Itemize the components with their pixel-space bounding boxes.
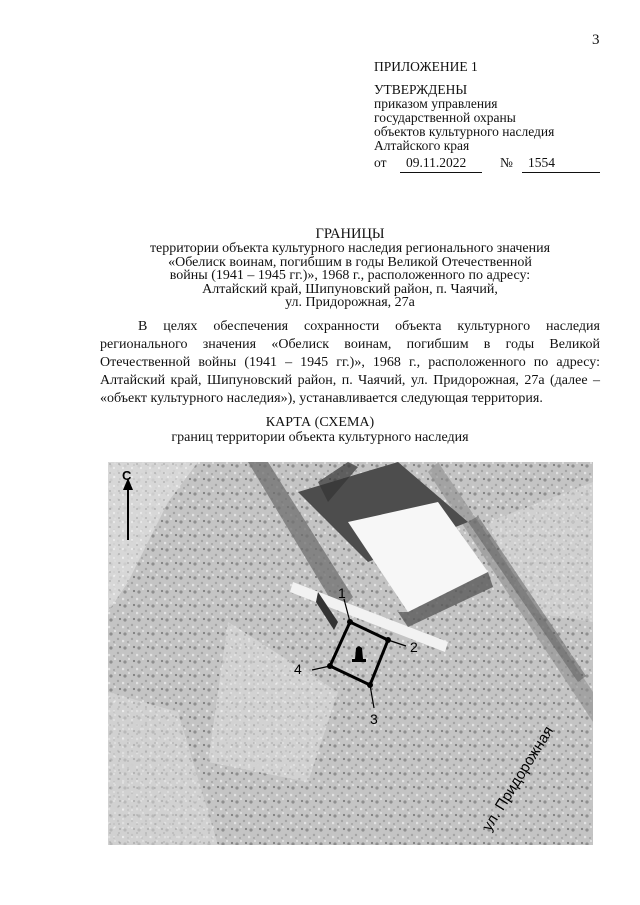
map-subtitle: границ территории объекта культурного наследия [171, 430, 469, 445]
body-paragraph [100, 318, 600, 408]
point-label: 1 [338, 585, 346, 601]
point-label: 3 [370, 711, 378, 727]
appendix-title: ПРИЛОЖЕНИЕ 1 [374, 59, 478, 74]
number-underline [522, 172, 600, 173]
map-title: КАРТА (СХЕМА) [265, 415, 375, 430]
order-row [374, 155, 614, 175]
subtitle-line: территории объекта культурного наследия регионального значения [149, 241, 551, 256]
point-label: 4 [294, 661, 302, 677]
subtitle-line: Алтайский край, Шипуновский район, п. Чаячий, [202, 281, 498, 297]
street-label: ул. Придорожная [478, 723, 558, 835]
obelisk-icon [355, 646, 363, 659]
subtitle-line: войны (1941 – 1945 гг.)», 1968 г., расположенного по адресу: [169, 268, 531, 283]
approval-line: государственной охраны [374, 110, 516, 125]
document-subtitle [60, 242, 640, 310]
subtitle-line: «Обелиск воинам, погибшим в годы Великой Отечественной [168, 254, 532, 270]
from-label: от [374, 155, 387, 170]
map-image [108, 462, 593, 845]
body-text: В целях обеспечения сохранности объекта культурного наследия регионального значения «Обелиск воинам, погибшим в годы Великой Отечественной войны (1941 – 1945 гг.)», 1968 г., расположенного по адресу: Алтайский край, Шипуновский район, п. Чаячий, ул. Придорожная, 27а (далее – «объект культурного наследия»), устанавливается следующая территория. [100, 319, 600, 406]
page-number: 3 [592, 32, 600, 48]
approval-line: объектов культурного наследия [374, 124, 555, 139]
document-title: ГРАНИЦЫ [315, 226, 385, 242]
subtitle-line: ул. Придорожная, 27а [285, 295, 415, 310]
north-label: С [122, 468, 132, 483]
order-number: 1554 [528, 155, 555, 170]
map-scheme [108, 462, 593, 845]
date-underline [400, 172, 482, 173]
number-label: № [500, 155, 513, 170]
approval-line: Алтайского края [374, 138, 470, 153]
approval-line: приказом управления [374, 96, 498, 111]
approved-label: УТВЕРЖДЕНЫ [374, 82, 468, 97]
approval-block [374, 60, 614, 175]
order-date: 09.11.2022 [406, 155, 467, 170]
point-label: 2 [410, 639, 418, 655]
